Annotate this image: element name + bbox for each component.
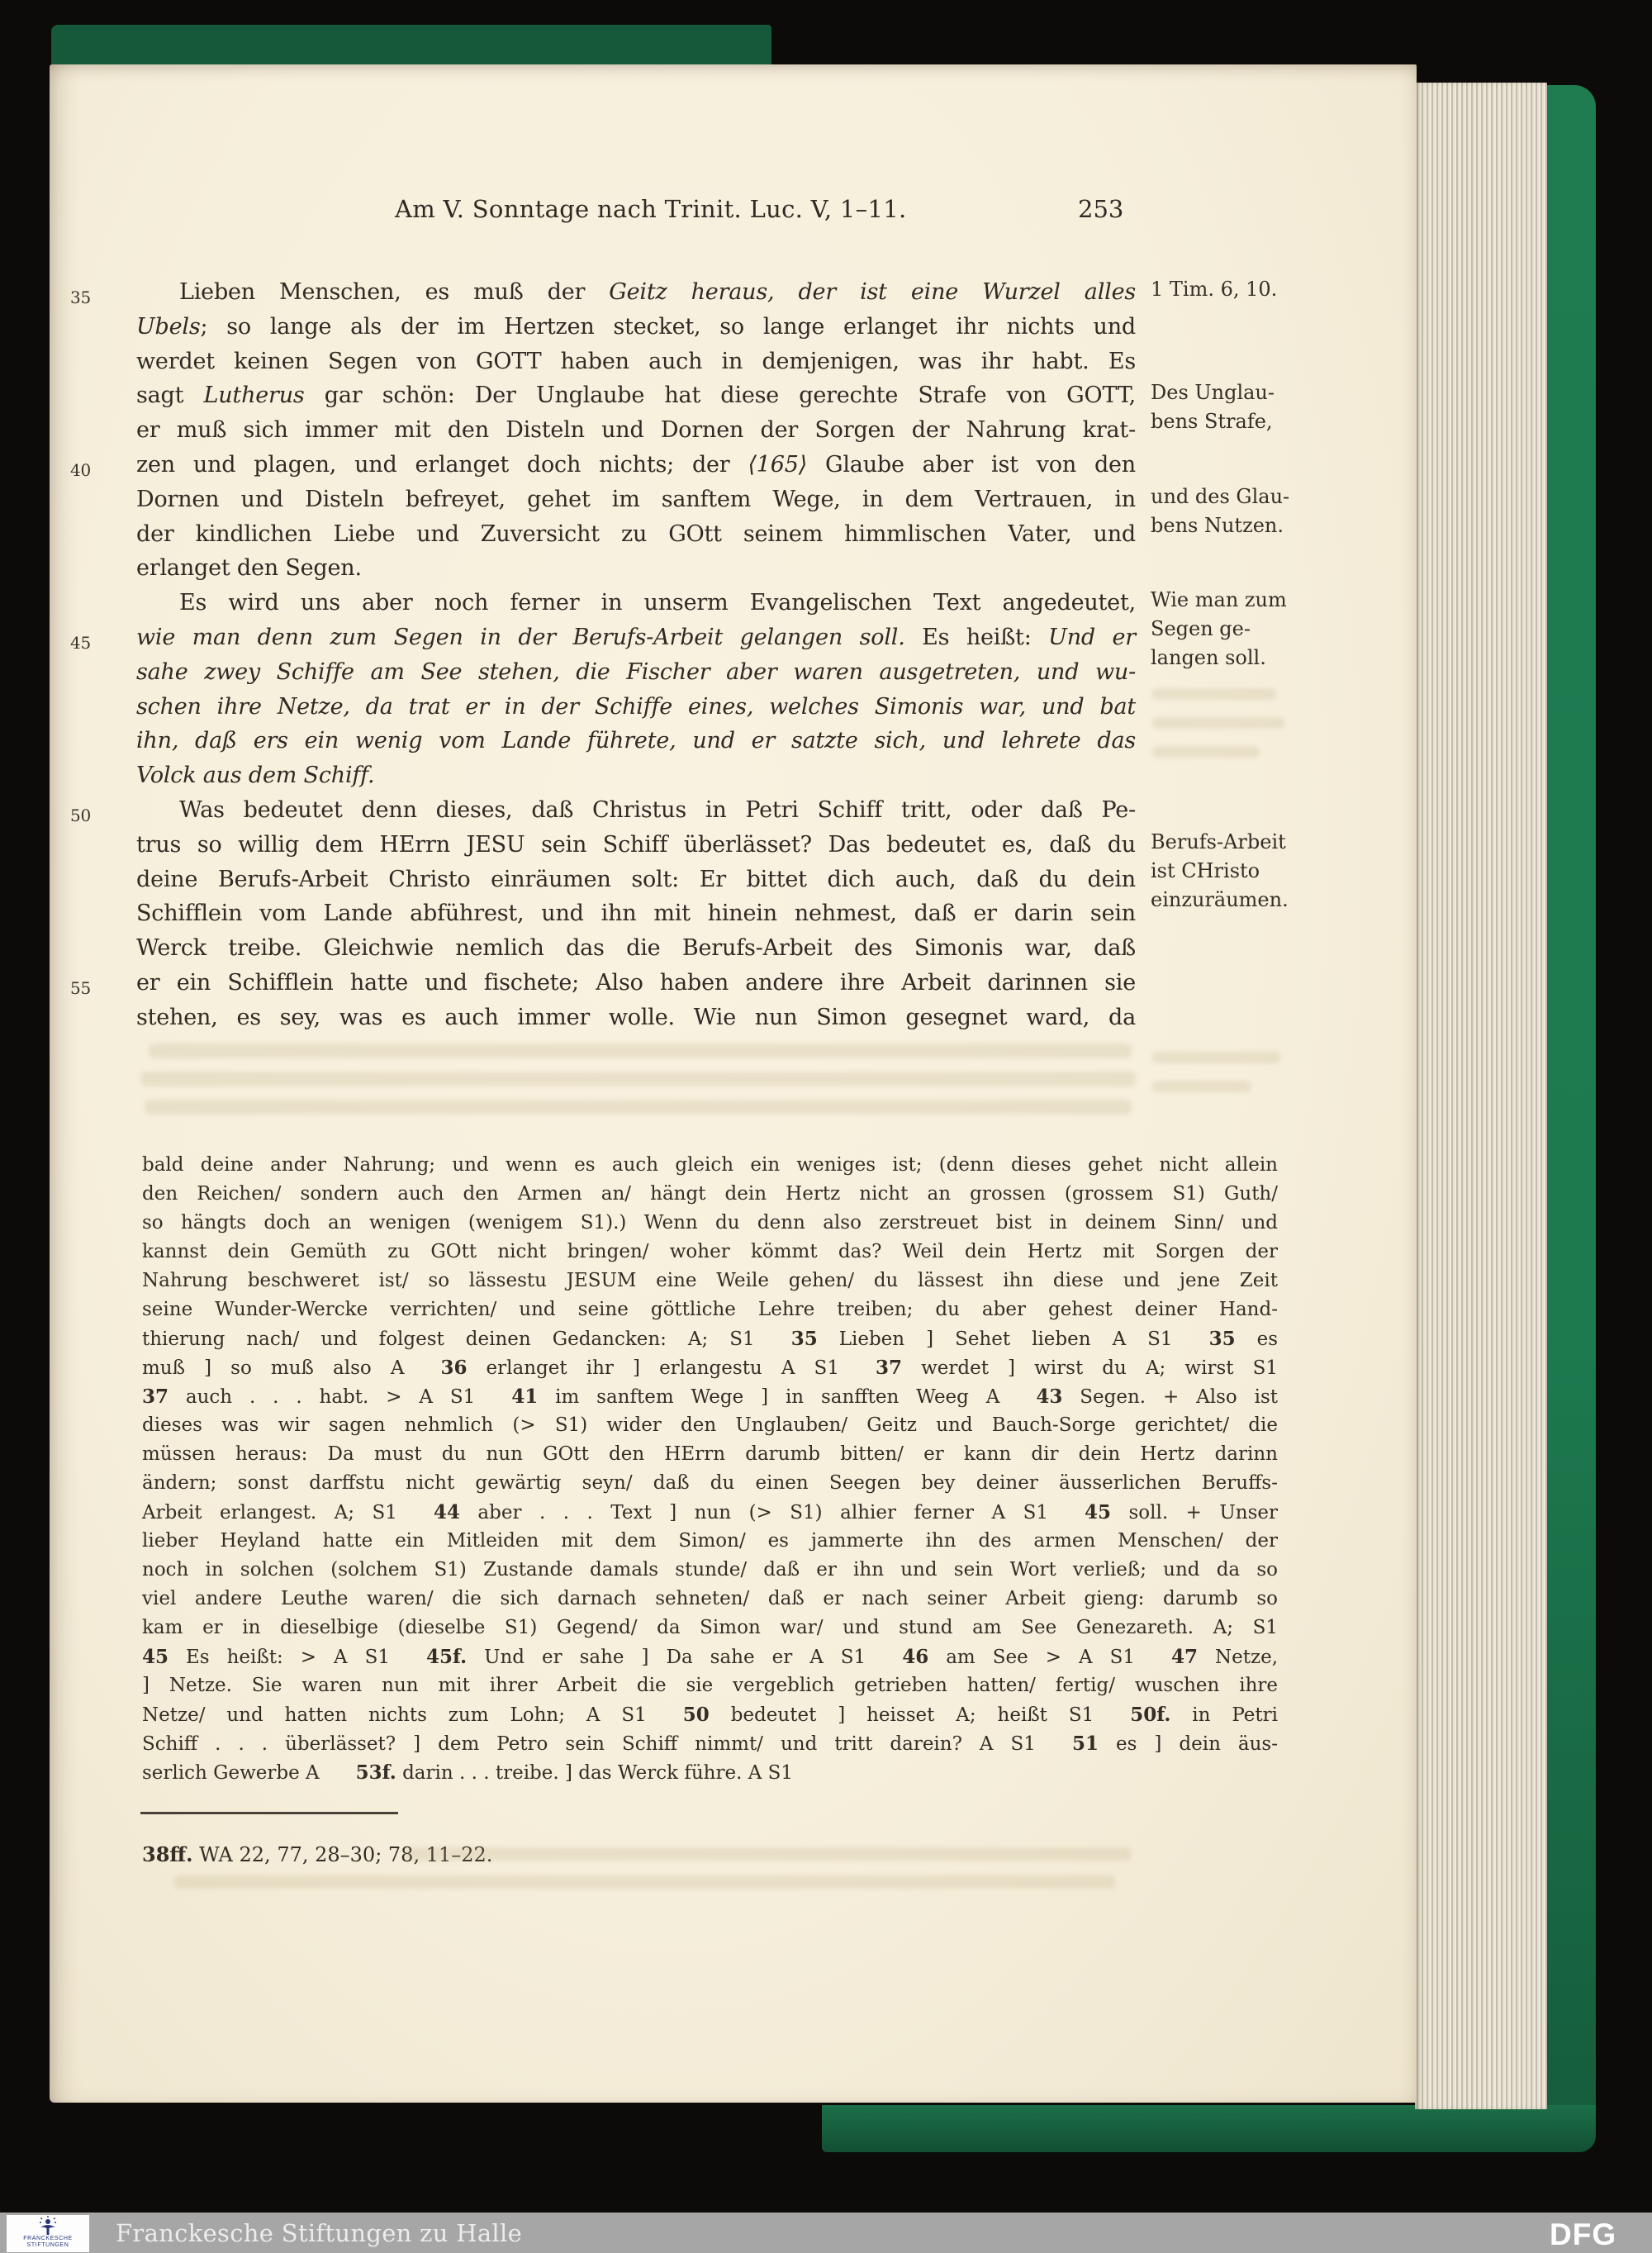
apparatus-line: 37 auch . . . habt. > A S1 41 im sanftem Wege ] in sanfften Weeg A 43 Segen. + Also ist bbox=[142, 1386, 1279, 1408]
margin-note-line: 1 Tim. 6, 10. bbox=[1151, 278, 1278, 301]
lemma-number: 50 bbox=[682, 1704, 710, 1726]
book-page bbox=[50, 64, 1417, 2103]
lemma-number: 37 bbox=[142, 1386, 169, 1408]
italic-text: ihn, daß ers ein wenig vom Lande führete, und er satzte sich, und lehrete das bbox=[136, 728, 1136, 754]
margin-note bbox=[1151, 275, 1277, 304]
apparatus-line: 45 Es heißt: > A S1 45f. Und er sahe ] Da sahe er A S1 46 am See > A S1 47 Netze, bbox=[142, 1646, 1278, 1668]
apparatus-line: muß ] so muß also A 36 erlanget ihr ] erlangestu A S1 37 werdet ] wirst du A; wirst S1 bbox=[142, 1357, 1278, 1379]
text-line: erlanget den Segen. bbox=[136, 555, 362, 582]
lemma-number: 50f. bbox=[1130, 1704, 1171, 1726]
apparatus-line: noch in solchen (solchem S1) Zustande damals stunde/ daß er ihn und sein Wort verließ; und da so bbox=[142, 1559, 1278, 1580]
book-cover-bottom-edge bbox=[822, 2105, 1596, 2152]
running-title: Am V. Sonntage nach Trinit. Luc. V, 1–11. bbox=[395, 195, 907, 223]
footnote-rule bbox=[140, 1812, 398, 1814]
apparatus-line: müssen heraus: Da must du nun GOtt den HErrn darumb bitten/ er kann dir dein Hertz darinn bbox=[142, 1443, 1278, 1465]
eagle-sun-icon bbox=[37, 2216, 59, 2236]
text-line: 40 zen und plagen, und erlanget doch nichts; der ⟨165⟩ Glaube aber ist von den bbox=[136, 448, 1136, 482]
book-cover-right bbox=[1543, 85, 1596, 2151]
apparatus-line: kannst dein Gemüth zu GOtt nicht bringen/ woher kömmt das? Weil dein Hertz mit Sorgen der bbox=[142, 1241, 1278, 1262]
page-number: 253 bbox=[1078, 195, 1124, 223]
text-line: stehen, es sey, was es auch immer wolle. Wie nun Simon gesegnet ward, da bbox=[136, 1004, 1136, 1030]
institution-name: Franckesche Stiftungen zu Halle bbox=[116, 2219, 523, 2247]
margin-note-line: Des Unglau- bbox=[1151, 381, 1275, 404]
text-line: er muß sich immer mit den Disteln und Dornen der Sorgen der Nahrung krat- bbox=[136, 417, 1136, 444]
lemma-number: 46 bbox=[902, 1646, 929, 1668]
bleedthrough-ghost bbox=[140, 1072, 1136, 1086]
italic-text: ⟨165⟩ bbox=[748, 451, 808, 478]
apparatus-line: lieber Heyland hatte ein Mitleiden mit dem Simon/ es jammerte ihn des armen Menschen/ der bbox=[142, 1530, 1278, 1552]
text-line: sagt Lutherus gar schön: Der Unglaube hat diese gerechte Strafe von GOTT, bbox=[136, 383, 1136, 409]
lemma-number: 47 bbox=[1170, 1646, 1198, 1668]
lemma-number: 51 bbox=[1071, 1733, 1099, 1755]
text-line bbox=[136, 724, 1136, 758]
line-number: 40 bbox=[70, 459, 92, 480]
text-line: Dornen und Disteln befreyet, gehet im sanftem Wege, in dem Vertrauen, in bbox=[136, 486, 1136, 512]
margin-note-line: bens Strafe, bbox=[1151, 410, 1273, 433]
lemma-number: 35 bbox=[1208, 1328, 1236, 1350]
margin-note bbox=[1151, 482, 1289, 540]
line-number: 50 bbox=[70, 805, 92, 825]
lemma-number: 36 bbox=[440, 1357, 468, 1379]
franckesche-stiftungen-logo bbox=[7, 2215, 89, 2252]
bleedthrough-ghost bbox=[1152, 1052, 1280, 1063]
lemma-number: 53f. bbox=[355, 1761, 396, 1784]
lemma-number: 43 bbox=[1036, 1386, 1063, 1408]
book-cover-top-edge bbox=[51, 25, 771, 68]
apparatus-line: bald deine ander Nahrung; und wenn es auch gleich ein weniges ist; (denn dieses gehet nicht allein bbox=[142, 1154, 1278, 1176]
margin-note bbox=[1151, 828, 1289, 915]
apparatus-line: ] Netze. Sie waren nun mit ihrer Arbeit die sie vergeblich getrieben hatten/ fertig/ wuschen ihre bbox=[142, 1675, 1278, 1696]
margin-note-line: und des Glau- bbox=[1151, 485, 1290, 508]
apparatus-line: Netze/ und hatten nichts zum Lohn; A S1 50 bedeutet ] heisset A; heißt S1 50f. in Petri bbox=[142, 1704, 1278, 1726]
lemma-number: 37 bbox=[875, 1357, 902, 1379]
text-line: der kindlichen Liebe und Zuversicht zu GOtt seinem himmlischen Vater, und bbox=[136, 520, 1136, 547]
apparatus-line: kam er in dieselbige (dieselbe S1) Gegend/ da Simon war/ und stund am See Genezareth. A; S1 bbox=[142, 1617, 1278, 1638]
bleedthrough-ghost bbox=[405, 1847, 1132, 1861]
footnote: 38ff. WA 22, 77, 28–30; 78, 11–22. bbox=[142, 1842, 493, 1866]
line-number: 35 bbox=[70, 288, 92, 307]
lemma-number: 44 bbox=[433, 1501, 460, 1523]
bleedthrough-ghost bbox=[1152, 717, 1284, 729]
bleedthrough-ghost bbox=[149, 1043, 1132, 1058]
text-line: 35 Lieben Menschen, es muß der Geitz heraus, der ist eine Wurzel alles bbox=[136, 275, 1136, 310]
margin-note-line: einzuräumen. bbox=[1151, 888, 1289, 911]
text-line: 50 Was bedeutet denn dieses, daß Christus in Petri Schiff tritt, oder daß Pe- bbox=[136, 793, 1136, 828]
text-line: trus so willig dem HErrn JESU sein Schiff überlässet? Das bedeutet es, daß du bbox=[136, 831, 1136, 858]
text-line: 45 wie man denn zum Segen in der Berufs-Arbeit gelangen soll. Es heißt: Und er bbox=[136, 620, 1136, 655]
bleedthrough-ghost bbox=[1152, 746, 1260, 758]
text-line: Schifflein vom Lande abführest, und ihn mit hinein nehmest, daß er darin sein bbox=[136, 901, 1136, 927]
apparatus-line: ändern; sonst darffstu nicht gewärtig seyn/ daß du einen Seegen bey deiner äusserlichen Beruffs- bbox=[142, 1472, 1278, 1494]
margin-note-line: Berufs-Arbeit bbox=[1151, 830, 1286, 853]
apparatus-line: Nahrung beschweret ist/ so lässestu JESUM eine Weile gehen/ du lässest ihn diese und jene Zeit bbox=[142, 1270, 1278, 1291]
line-number: 55 bbox=[70, 977, 92, 998]
italic-text: Und er bbox=[1048, 624, 1136, 650]
text-line bbox=[136, 758, 1136, 793]
apparatus-line: dieses was wir sagen nehmlich (> S1) wider den Unglauben/ Geitz und Bauch-Sorge gerichtet/ die bbox=[142, 1414, 1278, 1436]
bleedthrough-ghost bbox=[173, 1875, 1115, 1889]
apparatus-line: so hängts doch an wenigen (wenigem S1).) Wenn du denn also zerstreuet bist in deinem Sinn/ und bbox=[142, 1212, 1278, 1233]
italic-text: wie man denn zum Segen in der Berufs-Arbeit gelangen soll. bbox=[136, 624, 905, 650]
apparatus-line: den Reichen/ sondern auch den Armen an/ hängt dein Hertz nicht an grossen (grossem S1) Guth/ bbox=[142, 1183, 1278, 1205]
text-line: werdet keinen Segen von GOTT haben auch in demjenigen, was ihr habt. Es bbox=[136, 348, 1136, 374]
apparatus-line: seine Wunder-Wercke verrichten/ und seine göttliche Lehre treiben; du aber gehest deiner Hand- bbox=[142, 1299, 1278, 1320]
italic-text: Lutherus bbox=[203, 383, 305, 409]
apparatus-line: Schiff . . . überlässet? ] dem Petro sein Schiff nimmt/ und tritt darein? A S1 51 es ] dein äus- bbox=[142, 1733, 1278, 1755]
lemma-number: 41 bbox=[511, 1386, 539, 1408]
margin-note-line: Segen ge- bbox=[1151, 617, 1251, 640]
text-line: deine Berufs-Arbeit Christo einräumen solt: Er bittet dich auch, daß du dein bbox=[136, 866, 1136, 892]
margin-note bbox=[1151, 586, 1287, 673]
lemma-number: 45f. bbox=[426, 1646, 468, 1668]
text-line bbox=[136, 655, 1136, 690]
italic-text: Volck aus dem Schiff. bbox=[136, 763, 375, 789]
margin-note-line: Wie man zum bbox=[1151, 588, 1287, 611]
lemma-number: 38ff. bbox=[142, 1842, 193, 1866]
margin-note-line: ist CHristo bbox=[1151, 859, 1260, 882]
text-line: Werck treibe. Gleichwie nemlich das die Berufs-Arbeit des Simonis war, daß bbox=[136, 935, 1136, 962]
dfg-logo: DFG bbox=[1550, 2217, 1617, 2251]
bleedthrough-ghost bbox=[1152, 1081, 1251, 1092]
text-line bbox=[136, 690, 1136, 725]
logo-text-line2: STIFTUNGEN bbox=[26, 2242, 69, 2248]
lemma-number: 45 bbox=[142, 1646, 169, 1668]
logo-text-line1: FRANCKESCHE bbox=[23, 2236, 73, 2241]
margin-note-line: langen soll. bbox=[1151, 646, 1266, 669]
text-line: Es wird uns aber noch ferner in unserm Evangelischen Text angedeutet, bbox=[179, 590, 1136, 616]
lemma-number: 35 bbox=[790, 1328, 818, 1350]
italic-text: schen ihre Netze, da trat er in der Schiffe eines, welches Simonis war, und bat bbox=[136, 693, 1136, 720]
page-edges bbox=[1415, 83, 1547, 2109]
apparatus-line: Arbeit erlangest. A; S1 44 aber . . . Text ] nun (> S1) alhier ferner A S1 45 soll. + Unser bbox=[142, 1501, 1278, 1523]
line-number: 45 bbox=[70, 632, 92, 653]
lemma-number: 45 bbox=[1084, 1501, 1111, 1523]
text-line: Ubels; so lange als der im Hertzen stecket, so lange erlanget ihr nichts und bbox=[136, 313, 1136, 340]
italic-text: Ubels bbox=[136, 313, 201, 340]
margin-note bbox=[1151, 378, 1275, 436]
apparatus-line: viel andere Leuthe waren/ die sich darnach sehneten/ daß er nach seiner Arbeit gieng: darumb so bbox=[142, 1588, 1278, 1609]
text-line: 55 er ein Schifflein hatte und fischete; Also haben andere ihre Arbeit darinnen sie bbox=[136, 966, 1136, 1001]
apparatus bbox=[142, 1151, 1278, 1787]
italic-text: sahe zwey Schiffe am See stehen, die Fischer aber waren ausgetreten, und wu- bbox=[136, 658, 1136, 685]
italic-text: Geitz heraus, der ist eine Wurzel alles bbox=[609, 279, 1137, 305]
apparatus-line: serlich Gewerbe A 53f. darin . . . treibe. ] das Werck führe. A S1 bbox=[142, 1761, 794, 1784]
bleedthrough-ghost bbox=[145, 1100, 1132, 1115]
bleedthrough-ghost bbox=[1152, 688, 1276, 700]
margin-note-line: bens Nutzen. bbox=[1151, 514, 1284, 537]
apparatus-line: thierung nach/ und folgest deinen Gedancken: A; S1 35 Lieben ] Sehet lieben A S1 35 es bbox=[142, 1328, 1279, 1350]
main-text bbox=[70, 275, 1137, 1035]
